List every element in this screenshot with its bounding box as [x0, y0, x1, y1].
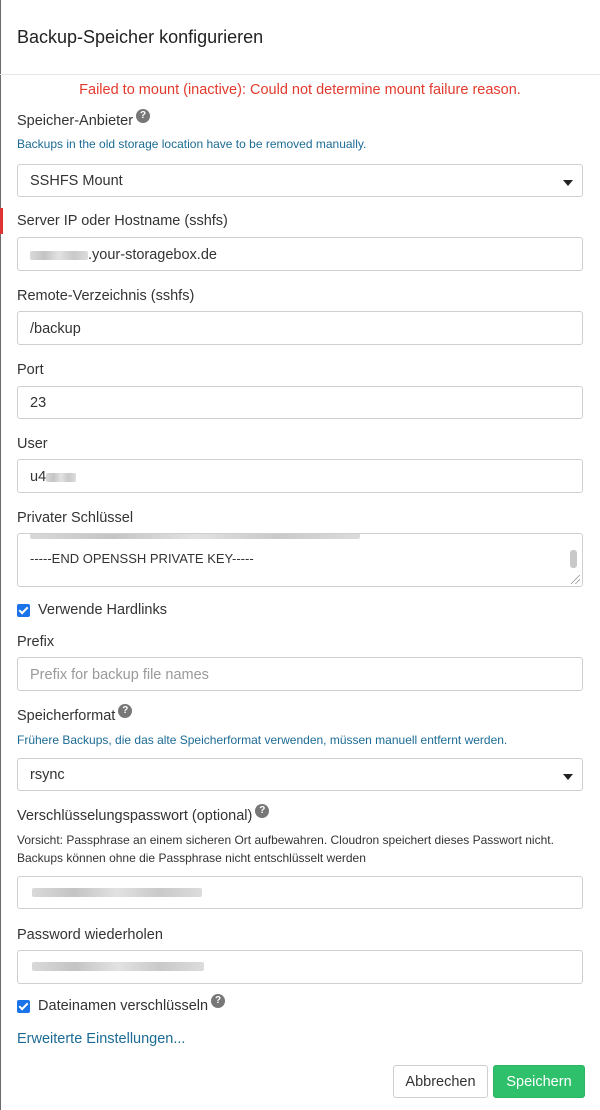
redacted-password-repeat: [32, 962, 204, 971]
port-value: 23: [30, 395, 47, 411]
remote-dir-label: Remote-Verzeichnis (sshfs): [17, 288, 195, 304]
background-error-marker: [0, 208, 3, 234]
user-value: [30, 469, 76, 485]
encryption-note: Vorsicht: Passphrase an einem sicheren Ort aufbewahren. Cloudron speichert dieses Passwort nicht. Backups können ohne die Passphrase nicht entschlüsselt werden: [17, 833, 554, 865]
dialog-title: Backup-Speicher konfigurieren: [17, 27, 264, 47]
private-key-visible-line: -----END OPENSSH PRIVATE KEY-----: [30, 551, 254, 566]
format-label: Speicherformat: [17, 708, 116, 724]
encrypt-filenames-label: Dateinamen verschlüsseln: [38, 998, 209, 1015]
help-icon[interactable]: ?: [255, 804, 269, 818]
server-label: Server IP oder Hostname (sshfs): [17, 213, 228, 229]
help-icon[interactable]: ?: [136, 109, 150, 123]
provider-label: Speicher-Anbieter: [17, 113, 134, 129]
encryption-label: Verschlüsselungspasswort (optional): [17, 808, 253, 824]
chevron-down-icon: [563, 180, 573, 186]
provider-selected-value: SSHFS Mount: [30, 173, 123, 189]
provider-select[interactable]: [17, 164, 583, 197]
mount-error-message: Failed to mount (inactive): Could not determine mount failure reason.: [79, 82, 521, 98]
remote-dir-value: /backup: [30, 321, 81, 337]
server-value: [30, 247, 217, 263]
redacted-user: [46, 473, 76, 482]
prefix-input[interactable]: [17, 657, 583, 691]
format-hint: Frühere Backups, die das alte Speicherformat verwenden, müssen manuell entfernt werden.: [17, 733, 508, 747]
left-edge-border: [0, 0, 1, 1110]
remote-dir-input[interactable]: [17, 311, 583, 345]
prefix-label: Prefix: [17, 634, 55, 650]
format-label-row: [17, 705, 132, 724]
chevron-down-icon: [563, 774, 573, 780]
provider-label-row: [17, 110, 150, 129]
advanced-settings-link[interactable]: Erweiterte Einstellungen...: [17, 1031, 186, 1047]
port-input[interactable]: [17, 386, 583, 419]
format-select[interactable]: [17, 758, 583, 791]
help-icon[interactable]: ?: [118, 704, 132, 718]
format-selected-value: rsync: [30, 767, 65, 783]
redacted-password: [32, 888, 202, 897]
resize-handle-icon[interactable]: [571, 575, 580, 584]
private-key-textarea[interactable]: [17, 533, 583, 587]
redacted-key-line: [30, 533, 360, 539]
hardlinks-checkbox-row[interactable]: [17, 602, 167, 618]
hardlinks-checkbox[interactable]: [17, 604, 30, 617]
hardlinks-label: Verwende Hardlinks: [38, 602, 167, 619]
user-label: User: [17, 436, 48, 452]
repeat-password-label: Password wiederholen: [17, 927, 163, 943]
provider-hint: Backups in the old storage location have to be removed manually.: [17, 137, 367, 151]
dialog-header: [0, 0, 600, 75]
encrypt-filenames-checkbox-row[interactable]: [17, 995, 225, 1015]
server-value-suffix: .your-storagebox.de: [88, 247, 217, 263]
port-label: Port: [17, 362, 44, 378]
encryption-password-input[interactable]: [17, 876, 583, 909]
user-input[interactable]: [17, 459, 583, 493]
user-value-prefix: u4: [30, 469, 47, 485]
private-key-label: Privater Schlüssel: [17, 510, 134, 526]
cancel-button[interactable]: Abbrechen: [393, 1065, 488, 1098]
redacted-host: [30, 251, 88, 260]
textarea-scrollbar[interactable]: [570, 550, 577, 568]
server-input[interactable]: [17, 237, 583, 271]
save-button[interactable]: Speichern: [493, 1065, 585, 1098]
help-icon[interactable]: ?: [211, 994, 225, 1008]
encryption-label-row: [17, 805, 269, 824]
prefix-placeholder: Prefix for backup file names: [30, 667, 209, 683]
repeat-password-input[interactable]: [17, 950, 583, 984]
encrypt-filenames-checkbox[interactable]: [17, 1000, 30, 1013]
